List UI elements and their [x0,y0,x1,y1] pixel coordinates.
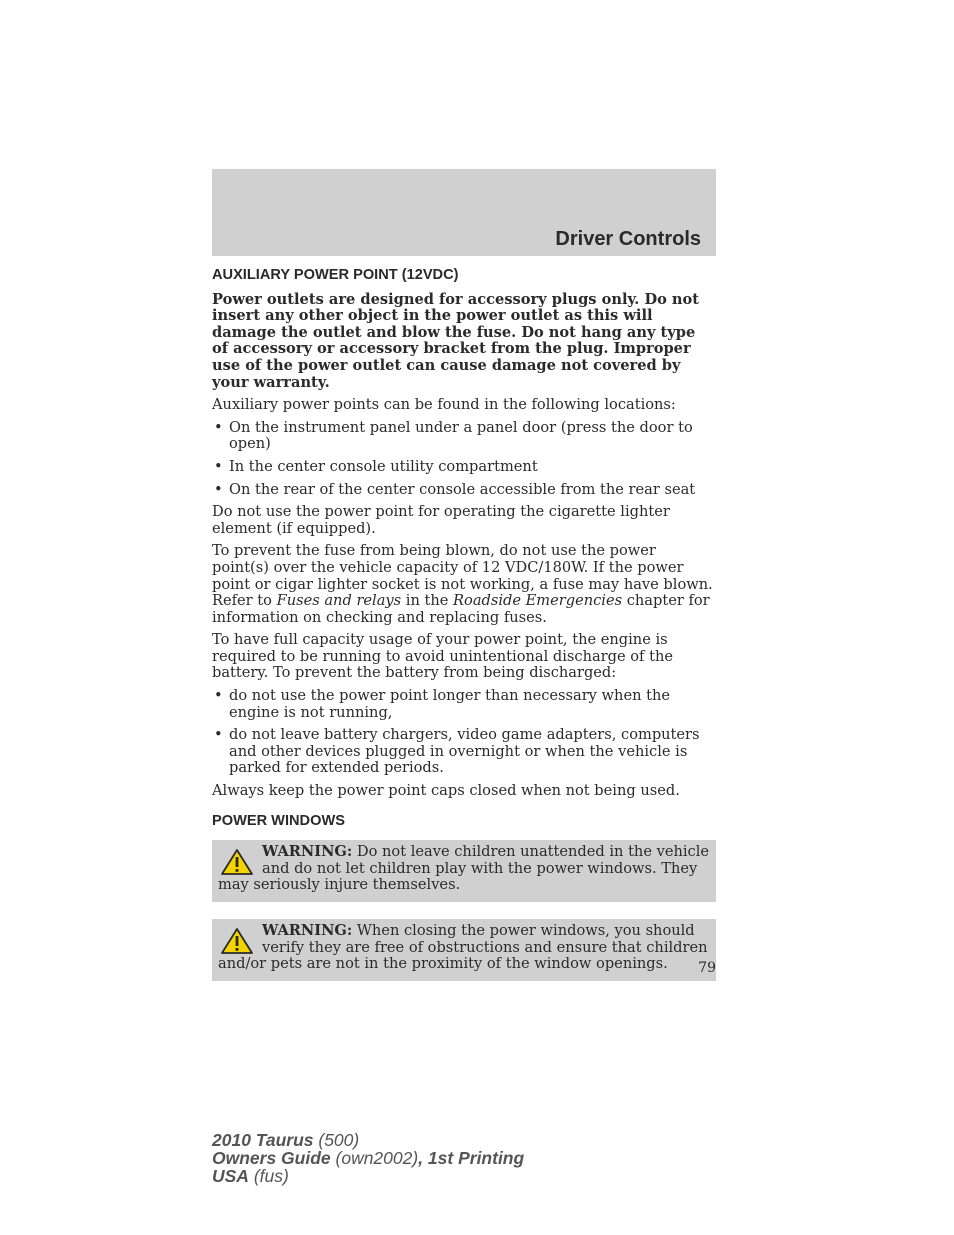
chapter-header-bar [212,169,716,256]
warning-triangle-icon [220,848,254,876]
aux-power-bold-intro: Power outlets are designed for accessory plugs only. Do not insert any other object in the power outlet as this will damage the outlet and blow the fuse. Do not hang any type of accessory or accessory bracket from the plug. Improper use of the power outlet can cause damage not covered by your warranty. [212,290,700,391]
list-item: • In the center console utility compartment [212,459,716,476]
list-item: • do not leave battery chargers, video game adapters, computers and other devices plugged in overnight or when the vehicle is parked for extended periods. [212,727,716,777]
document-footer [212,1131,524,1185]
aux-power-heading: AUXILIARY POWER POINT (12VDC) [212,267,459,283]
page-content [212,267,716,981]
power-windows-heading: POWER WINDOWS [212,812,345,829]
list-item: • do not use the power point longer than necessary when the engine is not running, [212,688,716,721]
footer-line-guide: Owners Guide (own2002), 1st Printing [212,1148,525,1168]
fuse-text-1: To prevent the fuse from being blown, do not use the power point(s) over the vehicle capacity of 12 VDC/180W. If the power point or cigar lighter socket is not working, a fuse may have blown. Refer to [212,542,713,610]
chapter-title: Driver Controls [555,228,701,250]
aux-locations-intro: Auxiliary power points can be found in the following locations: [212,396,676,414]
fuse-text-2: in the [401,592,454,610]
warning-box [212,840,716,902]
fuses-relays-reference: Fuses and relays [276,592,402,610]
footer-line-model: 2010 Taurus (500) [212,1130,360,1150]
fuse-paragraph [212,543,716,626]
list-item: • On the rear of the center console accessible from the rear seat [212,482,716,499]
discharge-tips-list [212,688,716,777]
roadside-emergencies-reference: Roadside Emergencies [453,592,623,610]
warning-triangle-icon [220,927,254,955]
warning-label: WARNING: [262,843,353,861]
warning-text: When closing the power windows, you should verify they are free of obstructions and ensure that children and/or pets are not in the proximity of the window openings. [218,922,708,973]
footer-line-region: USA (fus) [212,1166,289,1186]
fuse-text-3: chapter for information on checking and replacing fuses. [212,592,710,626]
list-item: • On the instrument panel under a panel door (press the door to open) [212,420,716,453]
caps-note: Always keep the power point caps closed when not being used. [212,782,680,800]
warning-label: WARNING: [262,922,353,939]
aux-locations-list [212,420,716,498]
warning-text: Do not leave children unattended in the vehicle and do not let children play with the power windows. They may seriously injure themselves. [218,843,710,894]
cigarette-note: Do not use the power point for operating the cigarette lighter element (if equipped). [212,503,670,537]
page-number: 79 [698,960,716,976]
capacity-paragraph: To have full capacity usage of your power point, the engine is required to be running to avoid unintentional discharge of the battery. To prevent the battery from being discharged: [212,631,673,682]
